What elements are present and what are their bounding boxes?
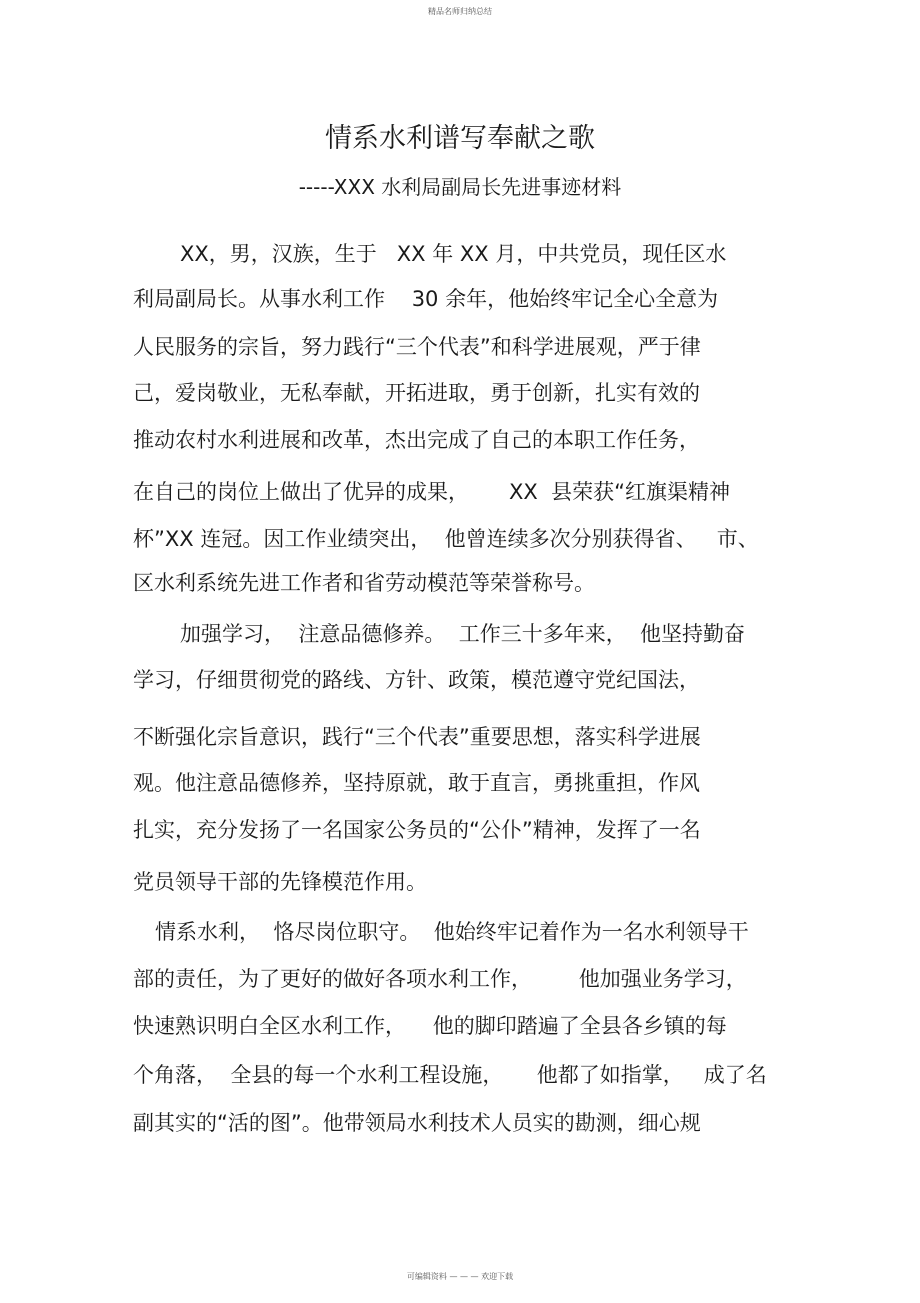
paragraph-line: 加强学习， 注意品德修养。 工作三十多年来， 他坚持勤奋 xyxy=(180,622,746,646)
paragraph-line: XX，男，汉族，生于 XX 年 XX 月，中共党员，现任区水 xyxy=(180,242,727,266)
paragraph-line: 在自己的岗位上做出了优异的成果， XX 县荣获“红旗渠精神 xyxy=(133,480,731,504)
paragraph-line: 利局副局长。从事水利工作 30 余年，他始终牢记全心全意为 xyxy=(133,287,719,311)
paragraph-line: 副其实的“活的图”。他带领局水利技术人员实的勘测，细心规 xyxy=(133,1111,701,1135)
paragraph-line: 扎实，充分发扬了一名国家公务员的“公仆”精神，发挥了一名 xyxy=(133,818,701,842)
page-footer: 可编辑资料 — — — 欢迎下载 xyxy=(406,1272,514,1281)
paragraph-line: 不断强化宗旨意识，践行“三个代表”重要思想，落实科学进展 xyxy=(133,725,701,749)
paragraph-line: 快速熟识明白全区水利工作， 他的脚印踏遍了全县各乡镇的每 xyxy=(133,1014,727,1038)
paragraph-line: 观。他注意品德修养，坚持原就，敢于直言，勇挑重担，作风 xyxy=(133,771,700,795)
page-header: 精品名师归纳总结 xyxy=(428,7,492,16)
paragraph-line: 部的责任，为了更好的做好各项水利工作， 他加强业务学习， xyxy=(133,967,747,991)
paragraph-line: 党员领导干部的先锋模范作用。 xyxy=(133,870,427,894)
paragraph-line: 学习，仔细贯彻党的路线、方针、政策，模范遵守党纪国法， xyxy=(133,668,700,692)
document-subtitle: -----XXX 水利局副局长先进事迹材料 xyxy=(298,175,622,199)
paragraph-line: 情系水利， 恪尽岗位职守。 他始终牢记着作为一名水利领导干 xyxy=(155,920,749,944)
paragraph-line: 己，爱岗敬业，无私奉献，开拓进取，勇于创新，扎实有效的 xyxy=(133,381,700,405)
paragraph-line: 区水利系统先进工作者和省劳动模范等荣誉称号。 xyxy=(133,571,595,595)
paragraph-line: 个角落， 全县的每一个水利工程设施， 他都了如指掌， 成了名 xyxy=(133,1063,767,1087)
document-title: 情系水利谱写奉献之歌 xyxy=(325,123,595,154)
paragraph-line: 推动农村水利进展和改革，杰出完成了自己的本职工作任务， xyxy=(133,428,700,452)
paragraph-line: 人民服务的宗旨，努力践行“三个代表”和科学进展观，严于律 xyxy=(133,335,701,359)
paragraph-line: 杯”XX 连冠。因工作业绩突出， 他曾连续多次分别获得省、 市、 xyxy=(133,527,759,551)
